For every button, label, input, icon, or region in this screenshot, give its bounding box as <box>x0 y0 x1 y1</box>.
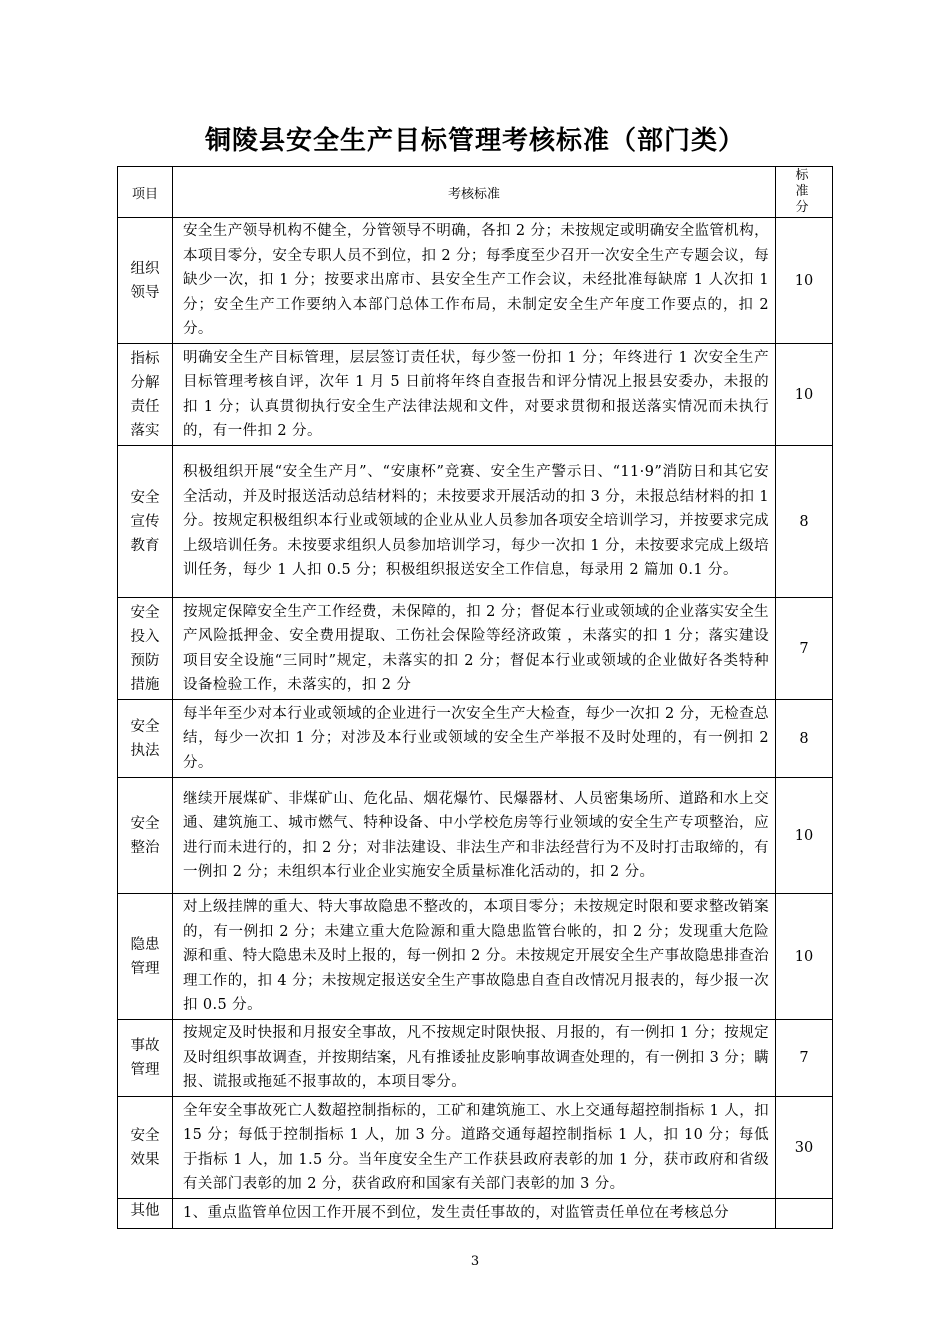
table-row <box>118 700 833 778</box>
row-standard: 继续开展煤矿、非煤矿山、危化品、烟花爆竹、民爆器材、人员密集场所、道路和水上交通、建筑施工、城市燃气、特种设备、中小学校危房等行业领域的安全生产专项整治，应进行而未进行的，扣 2 分；对非法建设、非法生产和非法经营行为不及时打击取缔的，有一例扣 2 分；未组织本行业企业实施安全质量标准化活动的，扣 2 分。 <box>173 778 776 894</box>
table-row <box>118 344 833 446</box>
row-standard: 按规定及时快报和月报安全事故，凡不按规定时限快报、月报的，有一例扣 1 分；按规定及时组织事故调查，并按期结案，凡有推诿扯皮影响事故调查处理的，有一例扣 3 分；瞒报、谎报或拖延不报事故的，本项目零分。 <box>173 1020 776 1097</box>
row-standard: 1、重点监管单位因工作开展不到位，发生责任事故的，对监管责任单位在考核总分 <box>173 1199 776 1229</box>
table-row <box>118 1199 833 1229</box>
row-score: 8 <box>776 446 833 598</box>
row-standard: 每半年至少对本行业或领域的企业进行一次安全生产大检查，每少一次扣 2 分，无检查总结，每少一次扣 1 分；对涉及本行业或领域的安全生产举报不及时处理的，有一例扣 2 分。 <box>173 700 776 778</box>
row-score: 10 <box>776 218 833 344</box>
row-item: 隐患管理 <box>118 894 173 1020</box>
page-title: 铜陵县安全生产目标管理考核标准（部门类） <box>204 126 745 156</box>
row-score: 10 <box>776 894 833 1020</box>
table-row <box>118 1097 833 1199</box>
row-score: 7 <box>776 598 833 700</box>
row-score: 8 <box>776 700 833 778</box>
row-item: 安全宣传教育 <box>118 446 173 598</box>
row-item: 其他 <box>118 1199 173 1229</box>
table-row <box>118 778 833 894</box>
assessment-table <box>117 166 833 1229</box>
row-standard: 全年安全事故死亡人数超控制指标的，工矿和建筑施工、水上交通每超控制指标 1 人，扣 15 分；每低于控制指标 1 人，加 3 分。道路交通每超控制指标 1 人，扣 10 分；每低于指标 1 人，加 1.5 分。当年度安全生产工作获县政府表彰的加 1 分，获市政府和省级有关部门表彰的加 2 分，获省政府和国家有关部门表彰的加 3 分。 <box>173 1097 776 1199</box>
row-item: 组织领导 <box>118 218 173 344</box>
header-item: 项目 <box>118 167 173 218</box>
header-standard: 考核标准 <box>173 167 776 218</box>
row-score: 30 <box>776 1097 833 1199</box>
table-row <box>118 218 833 344</box>
row-standard: 对上级挂牌的重大、特大事故隐患不整改的，本项目零分；未按规定时限和要求整改销案的，有一例扣 2 分；未建立重大危险源和重大隐患监管台帐的，扣 2 分；发现重大危险源和重、特大隐患未及时上报的，每一例扣 2 分。未按规定开展安全生产事故隐患排查治理工作的，扣 4 分；未按规定报送安全生产事故隐患自查自改情况月报表的，每少报一次扣 0.5 分。 <box>173 894 776 1020</box>
table-row <box>118 894 833 1020</box>
header-score: 标准分 <box>776 167 833 218</box>
table-row <box>118 598 833 700</box>
row-standard: 明确安全生产目标管理，层层签订责任状，每少签一份扣 1 分；年终进行 1 次安全生产目标管理考核自评，次年 1 月 5 日前将年终自查报告和评分情况上报县安委办，未报的扣 1 分；认真贯彻执行安全生产法律法规和文件，对要求贯彻和报送落实情况而未执行的，有一件扣 2 分。 <box>173 344 776 446</box>
row-score: 10 <box>776 344 833 446</box>
row-item: 安全整治 <box>118 778 173 894</box>
row-standard: 按规定保障安全生产工作经费，未保障的，扣 2 分；督促本行业或领域的企业落实安全生产风险抵押金、安全费用提取、工伤社会保险等经济政策 ，未落实的扣 1 分；落实建设项目安全设施“三同时”规定，未落实的扣 2 分；督促本行业或领域的企业做好各类特种设备检验工作，未落实的，扣 2 分 <box>173 598 776 700</box>
row-standard: 安全生产领导机构不健全，分管领导不明确，各扣 2 分；未按规定或明确安全监管机构，本项目零分，安全专职人员不到位，扣 2 分；每季度至少召开一次安全生产专题会议，每缺少一次，扣 1 分；按要求出席市、县安全生产工作会议，未经批准每缺席 1 人次扣 1 分；安全生产工作要纳入本部门总体工作布局，未制定安全生产年度工作要点的，扣 2 分。 <box>173 218 776 344</box>
page-number: 3 <box>470 1254 480 1269</box>
table-header-row <box>118 167 833 218</box>
table-row <box>118 446 833 598</box>
row-score: 7 <box>776 1020 833 1097</box>
row-item: 事故管理 <box>118 1020 173 1097</box>
row-item: 安全执法 <box>118 700 173 778</box>
row-item: 安全投入预防措施 <box>118 598 173 700</box>
table-row <box>118 1020 833 1097</box>
row-score: 10 <box>776 778 833 894</box>
row-score <box>776 1199 833 1229</box>
row-item: 安全效果 <box>118 1097 173 1199</box>
row-standard: 积极组织开展“安全生产月”、“安康杯”竞赛、安全生产警示日、“11·9”消防日和其它安全活动，并及时报送活动总结材料的；未按要求开展活动的扣 3 分，未报总结材料的扣 1 分。按规定积极组织本行业或领域的企业从业人员参加各项安全培训学习，并按要求完成上级培训任务。未按要求组织人员参加培训学习，每少一次扣 1 分，未按要求完成上级培训任务，每少 1 人扣 0.5 分；积极组织报送安全工作信息，每录用 2 篇加 0.1 分。 <box>173 446 776 598</box>
row-item: 指标分解责任落实 <box>118 344 173 446</box>
